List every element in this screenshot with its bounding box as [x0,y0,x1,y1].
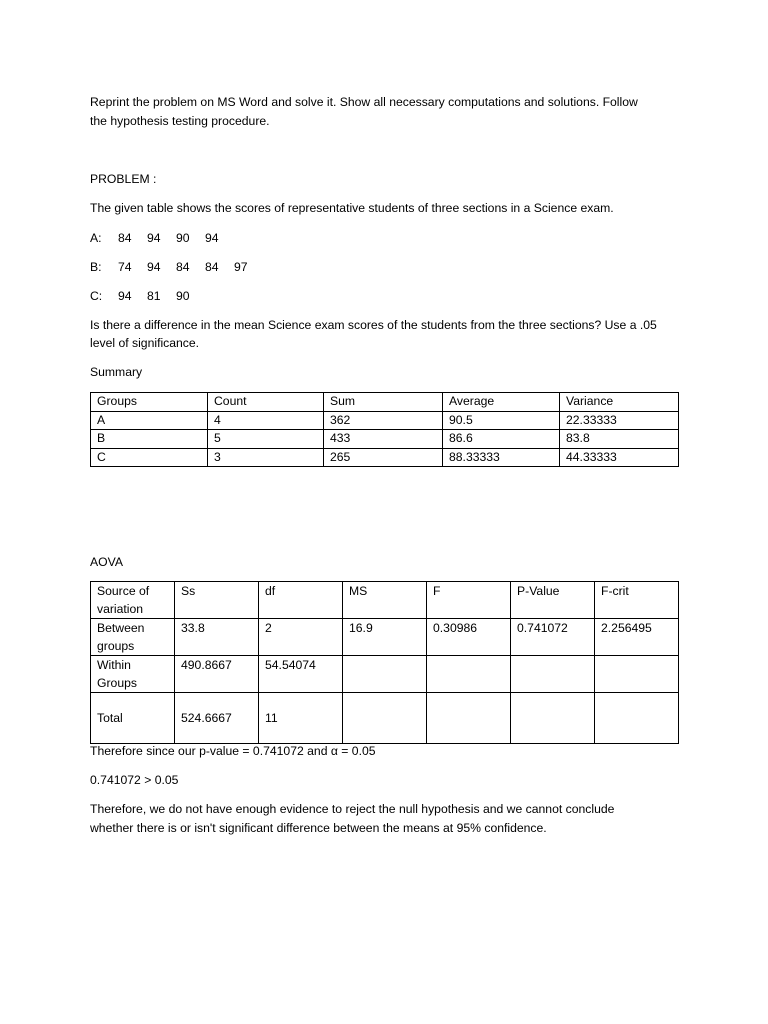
table-cell [343,656,427,693]
data-row-label: A: [90,231,102,245]
conclusion-line-1: Therefore since our p-value = 0.741072 and α = 0.05 [90,744,376,758]
table-cell [511,693,595,744]
data-row-c [90,287,205,305]
table-cell [595,693,679,744]
anova-table [90,581,679,744]
question-line-2: level of significance. [90,336,200,350]
table-header-cell: Variance [560,393,679,412]
anova-title: AOVA [90,555,123,569]
conclusion-comparison: 0.741072 > 0.05 [90,773,179,787]
table-cell: 11 [259,693,343,744]
table-header-row [91,582,679,619]
table-cell: 433 [324,430,443,449]
data-row-a [90,229,234,247]
table-cell: 3 [208,448,324,467]
table-cell: 54.54074 [259,656,343,693]
table-cell: 362 [324,411,443,430]
data-row-label: C: [90,289,103,303]
table-header-cell: P-Value [511,582,595,619]
table-cell: 44.33333 [560,448,679,467]
table-cell: 16.9 [343,619,427,656]
table-cell: C [91,448,208,467]
table-cell: 265 [324,448,443,467]
table-cell [427,656,511,693]
table-cell: B [91,430,208,449]
data-value: 84 [205,260,219,274]
table-header-cell: F [427,582,511,619]
table-cell: 0.741072 [511,619,595,656]
table-header-cell: Average [443,393,560,412]
data-row-b [90,258,263,276]
table-cell: 86.6 [443,430,560,449]
data-value: 94 [147,260,161,274]
instructions-line-1: Reprint the problem on MS Word and solve it. Show all necessary computations and solutions. Follow [90,95,638,109]
table-row [91,411,679,430]
table-cell: 4 [208,411,324,430]
table-header-cell: Groups [91,393,208,412]
table-cell [343,693,427,744]
table-cell [511,656,595,693]
table-header-cell: Sum [324,393,443,412]
data-value: 84 [118,231,132,245]
table-cell: 5 [208,430,324,449]
table-cell [595,656,679,693]
problem-intro: The given table shows the scores of representative students of three sections in a Science exam. [90,201,614,215]
data-value: 90 [176,289,190,303]
table-header-cell: Source of variation [91,582,175,619]
summary-title: Summary [90,365,143,379]
table-cell: Between groups [91,619,175,656]
table-header-cell: MS [343,582,427,619]
table-header-cell: Count [208,393,324,412]
table-header-cell: F-crit [595,582,679,619]
conclusion-line-3: Therefore, we do not have enough evidence to reject the null hypothesis and we cannot conclude [90,802,615,816]
data-value: 94 [118,289,132,303]
table-header-row [91,393,679,412]
data-value: 81 [147,289,161,303]
table-row [91,430,679,449]
table-cell: 88.33333 [443,448,560,467]
data-value: 84 [176,260,190,274]
table-header-cell: Ss [175,582,259,619]
summary-table [90,392,679,467]
table-cell: A [91,411,208,430]
instructions-line-2: the hypothesis testing procedure. [90,114,270,128]
table-cell: 524.6667 [175,693,259,744]
table-cell: 0.30986 [427,619,511,656]
table-cell: Total [91,693,175,744]
data-value: 74 [118,260,132,274]
table-row [91,448,679,467]
table-cell: 33.8 [175,619,259,656]
data-row-label: B: [90,260,102,274]
table-cell [427,693,511,744]
conclusion-line-4: whether there is or isn't significant difference between the means at 95% confidence. [90,821,547,835]
table-cell: Within Groups [91,656,175,693]
table-cell: 22.33333 [560,411,679,430]
data-value: 97 [234,260,248,274]
table-cell: 490.8667 [175,656,259,693]
table-row [91,619,679,656]
table-cell: 83.8 [560,430,679,449]
data-value: 94 [147,231,161,245]
problem-heading: PROBLEM : [90,172,157,186]
table-row [91,693,679,744]
question-line-1: Is there a difference in the mean Science exam scores of the students from the three sections? Use a .05 [90,318,657,332]
table-cell: 90.5 [443,411,560,430]
table-cell: 2 [259,619,343,656]
data-value: 90 [176,231,190,245]
data-value: 94 [205,231,219,245]
table-header-cell: df [259,582,343,619]
table-row [91,656,679,693]
table-cell: 2.256495 [595,619,679,656]
